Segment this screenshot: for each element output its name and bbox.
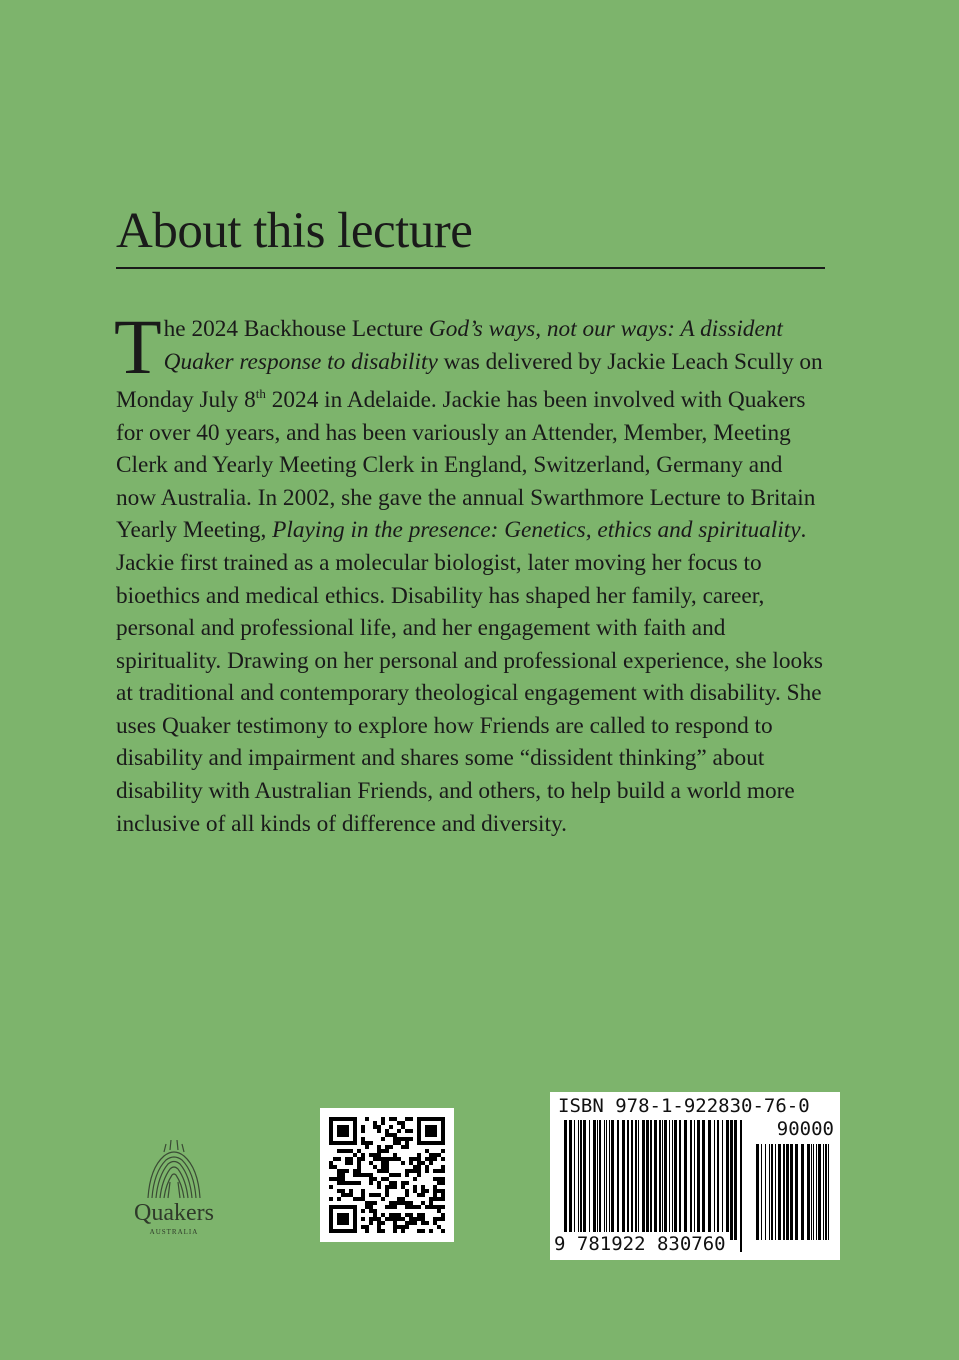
price-addon-label: 90000	[776, 1118, 834, 1140]
section-heading: About this lecture	[116, 203, 473, 259]
isbn-barcode	[550, 1092, 840, 1260]
description-part-2: was delivered by Jackie Leach Scully on Monday July 8	[116, 348, 823, 413]
description-part-3: 2024 in Adelaide. Jackie has been involved with Quakers for over 40 years, and has been variously an Attender, Member, Meeting Clerk and Yearly Meeting Clerk in England, Switzerland, Germany and now Australia. In 2002, she gave the annual Swarthmore Lecture to Britain Yearly Meeting,	[116, 386, 816, 544]
quakers-emblem-icon	[134, 1138, 214, 1202]
swarthmore-title: Playing in the presence: Genetics, ethics and spirituality	[272, 517, 801, 544]
isbn-label: ISBN 978-1-922830-76-0	[558, 1095, 810, 1117]
heading-rule	[116, 267, 825, 269]
ordinal-suffix: th	[255, 386, 266, 402]
logo-wordmark: Quakers	[134, 1200, 214, 1226]
quakers-australia-logo	[134, 1138, 244, 1248]
logo-subtitle: AUSTRALIA	[149, 1228, 199, 1236]
lecture-description	[114, 303, 828, 840]
qr-code-icon	[320, 1108, 454, 1242]
description-part-4: . Jackie first trained as a molecular biologist, later moving her focus to bioethics and medical ethics. Disability has shaped her family, career, personal and professional life, and her engagement with faith and spirituality. Drawing on her personal and professional experience, she looks at traditional and contemporary theological engagement with disability. She uses Quaker testimony to explore how Friends are called to respond to disability and impairment and shares some “dissident thinking” about disability with Australian Friends, and others, to help build a world more inclusive of all kinds of difference and diversity.	[116, 517, 823, 837]
drop-cap: T	[114, 303, 162, 390]
barcode-digits: 9 781922 830760	[554, 1232, 730, 1256]
lecture-title: God’s ways, not our ways: A dissident Quaker response to disability	[163, 316, 783, 375]
description-part-1: he 2024 Backhouse Lecture	[163, 316, 429, 342]
qr-code	[320, 1108, 454, 1242]
